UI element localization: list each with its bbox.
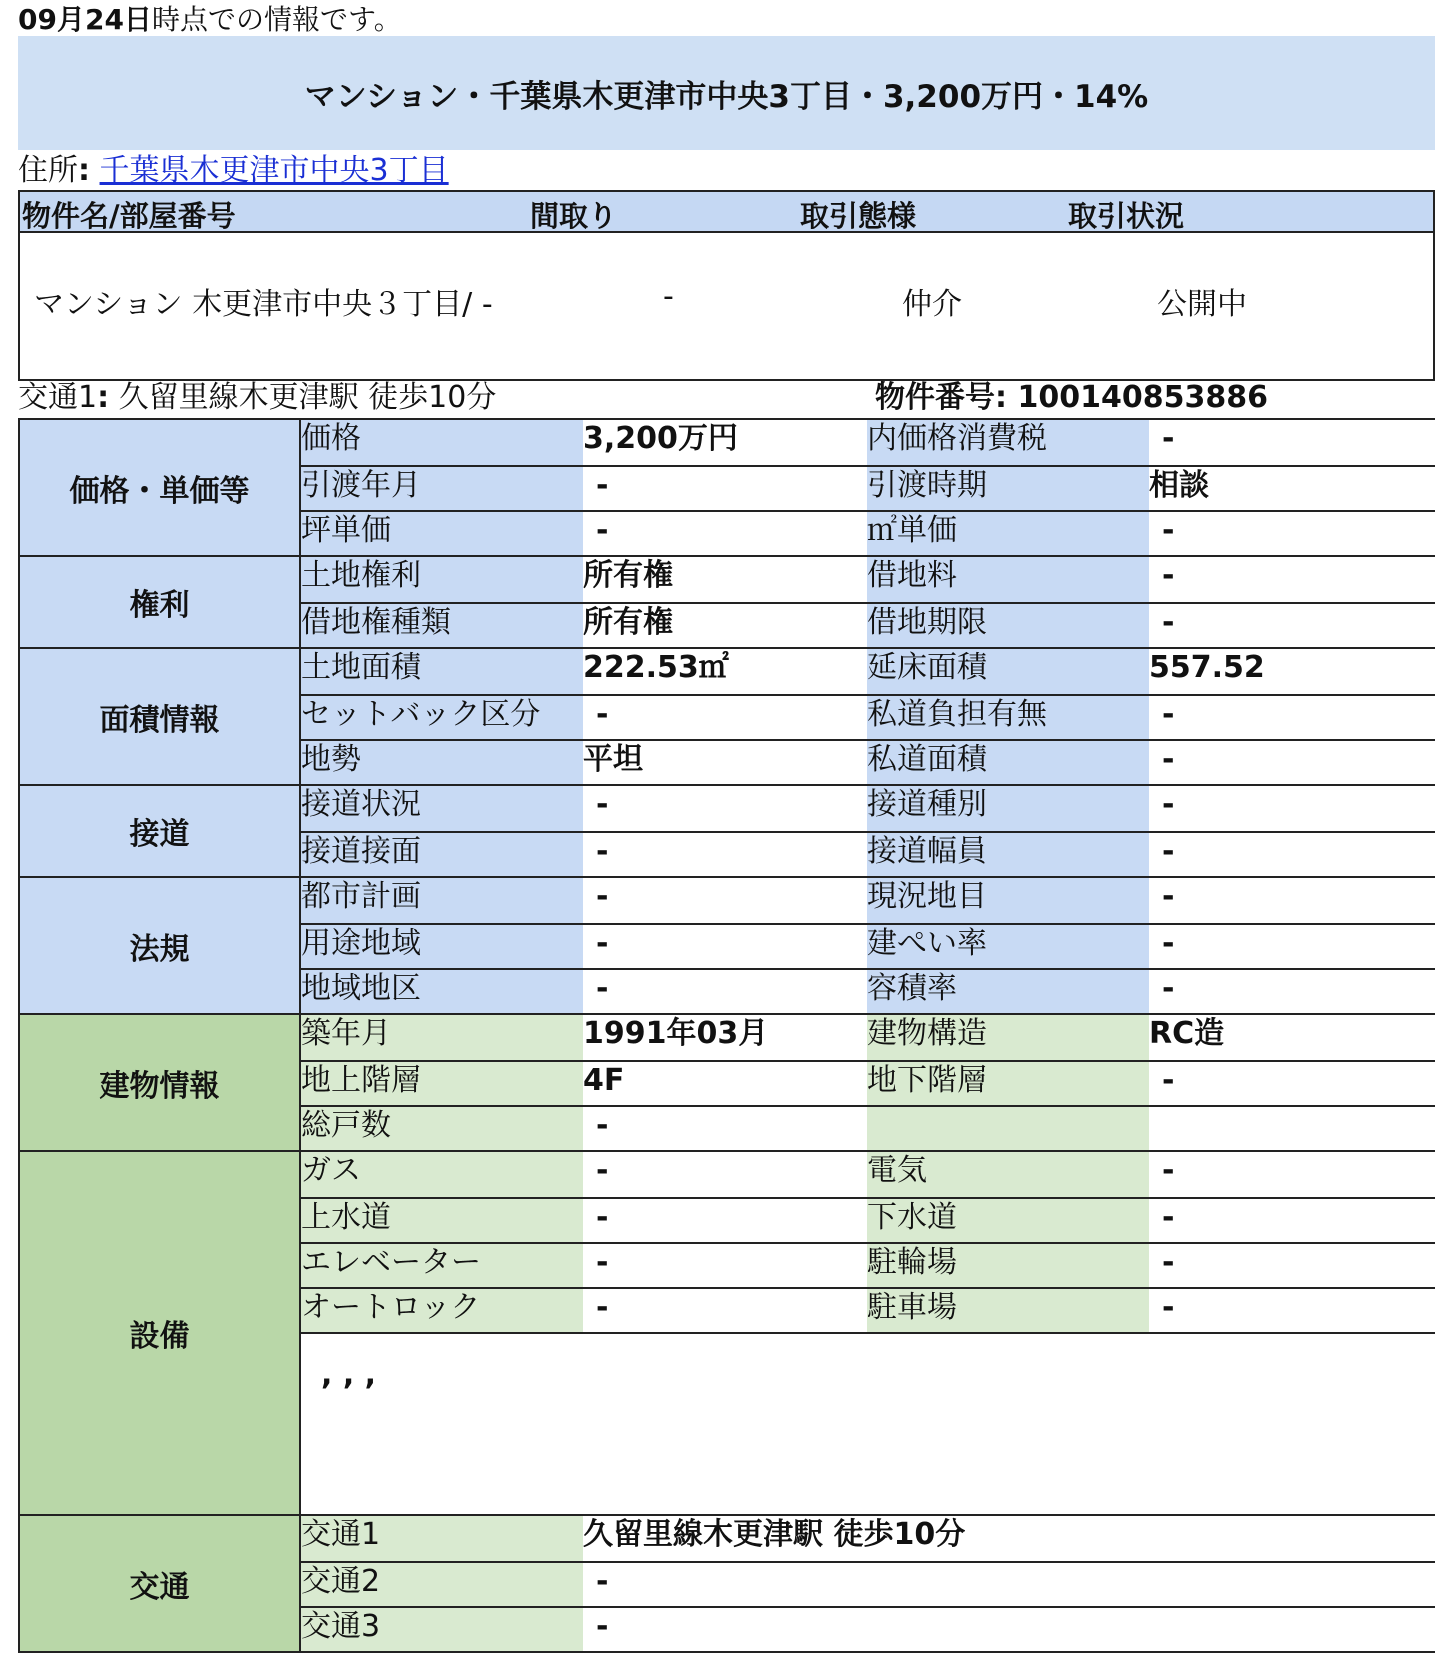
field-label: ガス: [301, 1152, 583, 1197]
field-value: -: [596, 971, 609, 1006]
field-value: -: [1162, 558, 1175, 593]
section-6: [20, 1150, 1435, 1514]
table-row: [301, 968, 1435, 1013]
field-value: -: [1162, 1200, 1175, 1235]
value-transaction-status: 公開中: [1157, 287, 1247, 322]
field-value: -: [1162, 742, 1175, 777]
table-row: [301, 786, 1435, 831]
section-title: 設備: [20, 1152, 301, 1514]
field-value: -: [596, 926, 609, 961]
field-label: 下水道: [867, 1199, 1149, 1242]
table-row: [301, 649, 1435, 694]
table-row: [301, 878, 1435, 923]
listing-summary-banner: [18, 36, 1435, 150]
field-value: -: [596, 468, 609, 503]
section-rows: [301, 786, 1435, 876]
field-value: [1149, 1107, 1435, 1150]
field-value: RC造: [1149, 1016, 1225, 1051]
field-value: -: [596, 1108, 609, 1143]
header-transaction-type: 取引態様: [800, 199, 917, 233]
field-label: 総戸数: [301, 1107, 583, 1150]
field-label: 現況地目: [867, 878, 1149, 923]
info-date-line: [18, 2, 402, 38]
field-value: 平坦: [583, 742, 643, 777]
access-line: [18, 379, 1435, 417]
field-value: 1991年03月: [583, 1016, 769, 1051]
field-value: 久留里線木更津駅 徒歩10分: [583, 1517, 966, 1552]
field-label: 延床面積: [867, 649, 1149, 694]
value-transaction-type: 仲介: [902, 287, 962, 322]
field-label: 土地面積: [301, 649, 583, 694]
table-row: [301, 510, 1435, 555]
field-label: 地域地区: [301, 970, 583, 1013]
section-rows: [301, 1015, 1435, 1150]
table-row: [301, 923, 1435, 968]
property-summary-values: [20, 233, 1433, 379]
field-label: 交通2: [301, 1563, 583, 1606]
field-label: 借地期限: [867, 604, 1149, 647]
field-value: -: [1162, 834, 1175, 869]
field-value: -: [596, 1609, 609, 1644]
section-title: 価格・単価等: [20, 420, 301, 555]
field-label: 地勢: [301, 741, 583, 784]
field-label: オートロック: [301, 1289, 583, 1332]
field-value: -: [596, 1153, 609, 1188]
field-label: 私道面積: [867, 741, 1149, 784]
field-value: -: [596, 1564, 609, 1599]
field-label: 上水道: [301, 1199, 583, 1242]
field-value: -: [596, 1200, 609, 1235]
address-link[interactable]: 千葉県木更津市中央3丁目: [99, 153, 449, 188]
field-label: 建物構造: [867, 1015, 1149, 1060]
property-summary-header: [20, 192, 1433, 233]
field-label: 駐輪場: [867, 1244, 1149, 1287]
section-5: [20, 1013, 1435, 1150]
field-value: -: [596, 879, 609, 914]
field-value: -: [1162, 926, 1175, 961]
field-value: -: [1162, 513, 1175, 548]
field-value: 所有権: [583, 605, 673, 640]
header-layout: 間取り: [530, 199, 618, 233]
header-property-name: 物件名/部屋番号: [22, 199, 236, 233]
info-date-suffix: 時点での情報です。: [151, 3, 402, 36]
section-rows: [301, 1152, 1435, 1514]
address-label: 住所:: [18, 153, 90, 188]
field-value: 4F: [583, 1063, 625, 1098]
field-label: 借地料: [867, 557, 1149, 602]
field-value: -: [1162, 879, 1175, 914]
address-line: [18, 152, 449, 190]
table-row: [301, 602, 1435, 647]
field-value: -: [596, 787, 609, 822]
table-row: [301, 1197, 1435, 1242]
table-row: [301, 739, 1435, 784]
field-label: 借地権種類: [301, 604, 583, 647]
field-label: 交通1: [301, 1516, 583, 1561]
remarks-text: , , ,: [321, 1357, 377, 1392]
field-label: セットバック区分: [301, 696, 583, 739]
section-title: 法規: [20, 878, 301, 1013]
section-title: 交通: [20, 1516, 301, 1651]
access-value: 久留里線木更津駅 徒歩10分: [118, 380, 497, 415]
field-value: -: [596, 1245, 609, 1280]
field-label: 用途地域: [301, 925, 583, 968]
field-value: -: [596, 697, 609, 732]
field-label: 接道幅員: [867, 833, 1149, 876]
header-transaction-status: 取引状況: [1068, 199, 1185, 233]
table-row: [301, 1060, 1435, 1105]
field-label: 容積率: [867, 970, 1149, 1013]
table-row: [301, 1561, 1435, 1606]
field-label: 築年月: [301, 1015, 583, 1060]
table-row: [301, 1287, 1435, 1332]
table-row: [301, 1606, 1435, 1651]
field-label: 引渡時期: [867, 467, 1149, 510]
section-0: [20, 418, 1435, 555]
section-3: [20, 784, 1435, 876]
table-row: [301, 831, 1435, 876]
property-summary-table: [18, 190, 1435, 381]
field-value: -: [1162, 1245, 1175, 1280]
field-value: -: [1162, 971, 1175, 1006]
section-7: [20, 1514, 1435, 1651]
table-row: [301, 1015, 1435, 1060]
field-label: エレベーター: [301, 1244, 583, 1287]
field-label: 都市計画: [301, 878, 583, 923]
section-title: 権利: [20, 557, 301, 647]
section-1: [20, 555, 1435, 647]
field-label: 電気: [867, 1152, 1149, 1197]
section-rows: [301, 1516, 1435, 1651]
property-number: 物件番号: 100140853886: [875, 380, 1268, 415]
field-value: -: [1162, 421, 1175, 456]
field-value: 所有権: [583, 558, 673, 593]
section-rows: [301, 649, 1435, 784]
value-layout: -: [663, 279, 674, 314]
field-label: 交通3: [301, 1608, 583, 1651]
table-row: [301, 465, 1435, 510]
table-row: [301, 1152, 1435, 1197]
property-detail-grid: [18, 418, 1435, 1653]
field-label: 建ぺい率: [867, 925, 1149, 968]
section-rows: [301, 557, 1435, 647]
field-value: -: [596, 513, 609, 548]
section-2: [20, 647, 1435, 784]
info-date: 09月24日: [18, 3, 152, 36]
field-value: 相談: [1149, 468, 1209, 503]
section-title: 接道: [20, 786, 301, 876]
field-value: 222.53㎡: [583, 650, 729, 685]
table-row: [301, 1516, 1435, 1561]
field-label: 坪単価: [301, 512, 583, 555]
listing-summary-text: マンション・千葉県木更津市中央3丁目・3,200万円・14%: [304, 78, 1149, 115]
field-label: 引渡年月: [301, 467, 583, 510]
section-rows: [301, 878, 1435, 1013]
value-property-name: マンション 木更津市中央３丁目/ -: [34, 287, 493, 322]
field-label: 駐車場: [867, 1289, 1149, 1332]
section-4: [20, 876, 1435, 1013]
field-value: -: [596, 1290, 609, 1325]
field-label: 土地権利: [301, 557, 583, 602]
table-row: [301, 557, 1435, 602]
field-value: -: [1162, 605, 1175, 640]
field-label: [867, 1107, 1149, 1150]
field-value: -: [1162, 1290, 1175, 1325]
field-label: 地下階層: [867, 1062, 1149, 1105]
field-label: ㎡単価: [867, 512, 1149, 555]
property-number-value: 100140853886: [1017, 380, 1268, 415]
field-value: -: [1162, 787, 1175, 822]
section-rows: [301, 420, 1435, 555]
field-value: -: [596, 834, 609, 869]
access-label: 交通1:: [18, 380, 110, 415]
field-value: -: [1162, 1063, 1175, 1098]
field-label: 接道種別: [867, 786, 1149, 831]
table-row: [301, 420, 1435, 465]
table-row: [301, 1242, 1435, 1287]
table-row: [301, 694, 1435, 739]
field-label: 地上階層: [301, 1062, 583, 1105]
remarks-row: [301, 1332, 1435, 1514]
field-label: 価格: [301, 420, 583, 465]
section-title: 建物情報: [20, 1015, 301, 1150]
field-label: 私道負担有無: [867, 696, 1149, 739]
field-value: -: [1162, 697, 1175, 732]
field-label: 内価格消費税: [867, 420, 1149, 465]
field-label: 接道接面: [301, 833, 583, 876]
field-value: 557.52: [1149, 650, 1265, 685]
field-value: -: [1162, 1153, 1175, 1188]
table-row: [301, 1105, 1435, 1150]
section-title: 面積情報: [20, 649, 301, 784]
field-label: 接道状況: [301, 786, 583, 831]
field-value: 3,200万円: [583, 421, 738, 456]
